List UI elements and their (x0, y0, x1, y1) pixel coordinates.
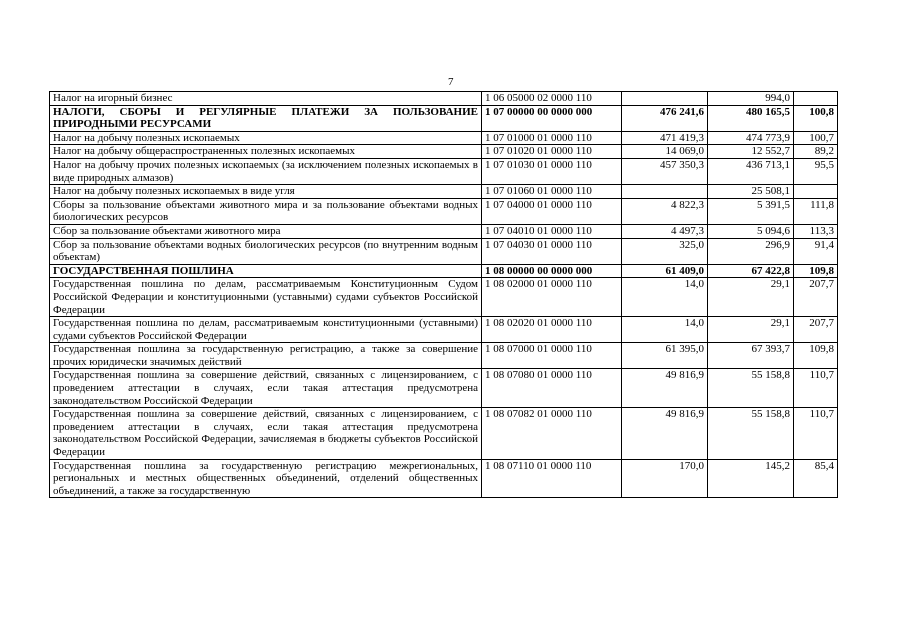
row-name: Государственная пошлина по делам, рассматриваемым конституционными (уставными) судами субъектов Российской Федерации (50, 317, 482, 343)
row-code: 1 08 02020 01 0000 110 (482, 317, 622, 343)
row-plan-value: 4 497,3 (622, 224, 708, 238)
row-plan-value: 14,0 (622, 317, 708, 343)
row-plan-value: 471 419,3 (622, 131, 708, 145)
row-code: 1 08 07080 01 0000 110 (482, 369, 622, 408)
row-percent: 207,7 (794, 317, 838, 343)
row-code: 1 07 00000 00 0000 000 (482, 105, 622, 131)
row-fact-value: 55 158,8 (708, 408, 794, 459)
row-fact-value: 67 393,7 (708, 343, 794, 369)
row-name: Государственная пошлина за совершение действий, связанных с лицензированием, с проведением аттестации в случаях, если такая аттестация предусмотрена законодательством Российской Федерации (50, 369, 482, 408)
row-name: Налог на игорный бизнес (50, 92, 482, 106)
row-percent: 91,4 (794, 238, 838, 264)
row-name: Сборы за пользование объектами животного мира и за пользование объектами водных биологических ресурсов (50, 198, 482, 224)
row-code: 1 08 00000 00 0000 000 (482, 264, 622, 278)
row-fact-value: 145,2 (708, 459, 794, 498)
table-row (50, 198, 838, 224)
table-row (50, 459, 838, 498)
row-fact-value: 55 158,8 (708, 369, 794, 408)
row-plan-value: 4 822,3 (622, 198, 708, 224)
row-plan-value: 14 069,0 (622, 145, 708, 159)
row-fact-value: 29,1 (708, 278, 794, 317)
table-row (50, 278, 838, 317)
row-name: Сбор за пользование объектами водных биологических ресурсов (по внутренним водным объектам) (50, 238, 482, 264)
row-fact-value: 25 508,1 (708, 185, 794, 199)
row-code: 1 07 01030 01 0000 110 (482, 158, 622, 184)
row-code: 1 08 02000 01 0000 110 (482, 278, 622, 317)
row-fact-value: 29,1 (708, 317, 794, 343)
row-percent: 109,8 (794, 343, 838, 369)
row-name: ГОСУДАРСТВЕННАЯ ПОШЛИНА (50, 264, 482, 278)
table-row (50, 92, 838, 106)
row-name: Государственная пошлина за государственную регистрацию межрегиональных, региональных и местных общественных объединений, отделений общественных объединений, а также за государственную (50, 459, 482, 498)
row-plan-value: 325,0 (622, 238, 708, 264)
row-fact-value: 474 773,9 (708, 131, 794, 145)
row-percent: 100,7 (794, 131, 838, 145)
row-percent: 100,8 (794, 105, 838, 131)
row-code: 1 07 04010 01 0000 110 (482, 224, 622, 238)
table-row (50, 131, 838, 145)
row-fact-value: 5 391,5 (708, 198, 794, 224)
row-fact-value: 5 094,6 (708, 224, 794, 238)
row-code: 1 07 01020 01 0000 110 (482, 145, 622, 159)
row-plan-value: 476 241,6 (622, 105, 708, 131)
table-row (50, 224, 838, 238)
row-name: НАЛОГИ, СБОРЫ И РЕГУЛЯРНЫЕ ПЛАТЕЖИ ЗА ПОЛЬЗОВАНИЕ ПРИРОДНЫМИ РЕСУРСАМИ (50, 105, 482, 131)
table-row (50, 264, 838, 278)
table-row (50, 158, 838, 184)
table-row (50, 317, 838, 343)
row-plan-value: 14,0 (622, 278, 708, 317)
table-row (50, 105, 838, 131)
row-name: Государственная пошлина за государственную регистрацию, а также за совершение прочих юридически значимых действий (50, 343, 482, 369)
row-percent: 109,8 (794, 264, 838, 278)
row-name: Сбор за пользование объектами животного мира (50, 224, 482, 238)
row-code: 1 08 07082 01 0000 110 (482, 408, 622, 459)
row-plan-value: 49 816,9 (622, 369, 708, 408)
row-percent: 113,3 (794, 224, 838, 238)
row-code: 1 08 07110 01 0000 110 (482, 459, 622, 498)
row-fact-value: 994,0 (708, 92, 794, 106)
row-percent: 110,7 (794, 369, 838, 408)
row-percent: 207,7 (794, 278, 838, 317)
table-row (50, 408, 838, 459)
table-row (50, 343, 838, 369)
row-percent: 110,7 (794, 408, 838, 459)
row-percent: 89,2 (794, 145, 838, 159)
row-name: Государственная пошлина по делам, рассматриваемым Конституционным Судом Российской Федерации и конституционными (уставными) судами субъектов Российской Федерации (50, 278, 482, 317)
row-plan-value: 61 395,0 (622, 343, 708, 369)
row-fact-value: 480 165,5 (708, 105, 794, 131)
revenue-table (49, 91, 838, 498)
row-code: 1 06 05000 02 0000 110 (482, 92, 622, 106)
table-row (50, 238, 838, 264)
page-number: 7 (448, 76, 454, 88)
table-row (50, 145, 838, 159)
row-name: Налог на добычу полезных ископаемых (50, 131, 482, 145)
row-fact-value: 436 713,1 (708, 158, 794, 184)
row-plan-value (622, 185, 708, 199)
row-percent: 95,5 (794, 158, 838, 184)
row-plan-value: 49 816,9 (622, 408, 708, 459)
row-name: Налог на добычу полезных ископаемых в виде угля (50, 185, 482, 199)
row-code: 1 07 01000 01 0000 110 (482, 131, 622, 145)
row-fact-value: 67 422,8 (708, 264, 794, 278)
row-code: 1 08 07000 01 0000 110 (482, 343, 622, 369)
row-percent: 111,8 (794, 198, 838, 224)
row-plan-value (622, 92, 708, 106)
row-code: 1 07 04030 01 0000 110 (482, 238, 622, 264)
row-percent (794, 185, 838, 199)
row-percent: 85,4 (794, 459, 838, 498)
row-fact-value: 296,9 (708, 238, 794, 264)
row-plan-value: 61 409,0 (622, 264, 708, 278)
row-name: Государственная пошлина за совершение действий, связанных с лицензированием, с проведением аттестации в случаях, если такая аттестация предусмотрена законодательством Российской Федерации, зачисляемая в бюджеты субъектов Российской Федерации (50, 408, 482, 459)
row-code: 1 07 04000 01 0000 110 (482, 198, 622, 224)
row-name: Налог на добычу прочих полезных ископаемых (за исключением полезных ископаемых в виде природных алмазов) (50, 158, 482, 184)
table-row (50, 369, 838, 408)
row-plan-value: 170,0 (622, 459, 708, 498)
table-row (50, 185, 838, 199)
row-plan-value: 457 350,3 (622, 158, 708, 184)
table-body (50, 92, 838, 498)
row-code: 1 07 01060 01 0000 110 (482, 185, 622, 199)
row-percent (794, 92, 838, 106)
row-fact-value: 12 552,7 (708, 145, 794, 159)
row-name: Налог на добычу общераспространенных полезных ископаемых (50, 145, 482, 159)
